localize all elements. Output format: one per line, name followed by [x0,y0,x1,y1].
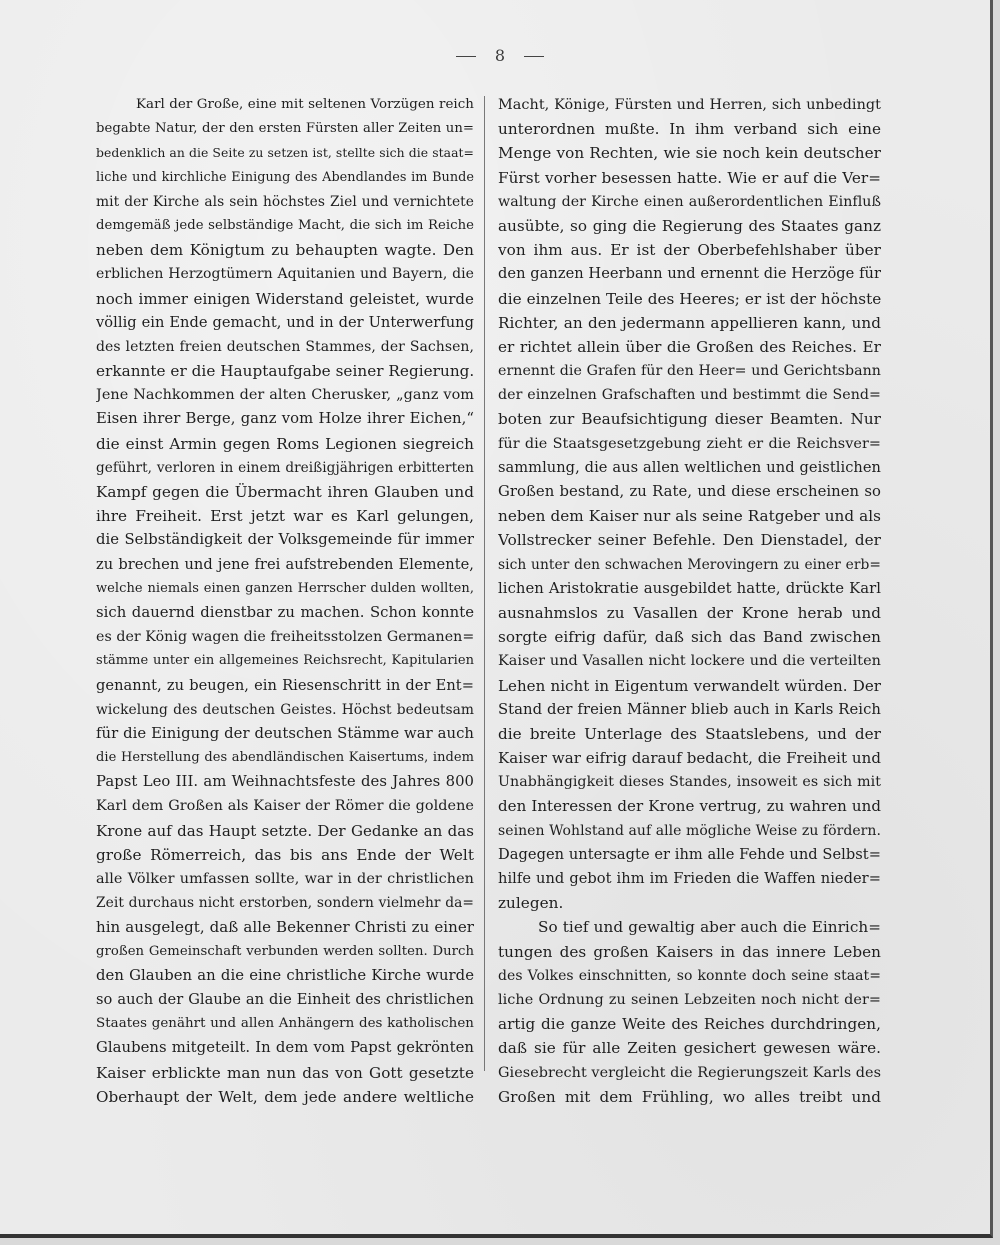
text-line: Kaiser erblickte man nun das von Gott gesetzte [96,1063,474,1082]
text-line: den Glauben an die eine christliche Kirche wurde [96,966,474,984]
text-line: zulegen. [498,894,564,913]
text-line: ausübte, so ging die Regierung des Staates ganz [498,216,881,235]
text-line: ausnahmslos zu Vasallen der Krone herab und [498,603,881,622]
text-line: stämme unter ein allgemeines Reichsrecht, Kapitularien [96,653,474,669]
text-line: für die Staatsgesetzgebung zieht er die Reichsver= [498,435,881,452]
text-line: großen Gemeinschaft verbunden werden sollten. Durch [96,943,474,959]
text-line: boten zur Beaufsichtigung dieser Beamten. Nur [498,410,881,429]
text-line: Karl der Große, eine mit seltenen Vorzügen reich [136,97,474,112]
page-number: 8 [494,46,506,65]
text-line: Großen mit dem Frühling, wo alles treibt und [498,1087,881,1106]
text-line: sammlung, die aus allen weltlichen und geistlichen [498,458,881,476]
text-line: er richtet allein über die Großen des Reiches. Er [498,337,881,356]
text-line: große Römerreich, das bis ans Ende der Welt [96,845,474,864]
text-line: Staates genährt und allen Anhängern des katholischen [96,1016,474,1032]
text-line: Glaubens mitgeteilt. In dem vom Papst gekrönten [96,1039,474,1057]
text-line: sich unter den schwachen Merovingern zu einer erb= [498,556,881,573]
header-dash-right [524,56,544,57]
header-dash-left [456,56,476,57]
text-line: die Herstellung des abendländischen Kaisertums, indem [96,750,474,766]
text-line: Macht, Könige, Fürsten und Herren, sich unbedingt [498,97,881,113]
text-line: neben dem Königtum zu behaupten wagte. Den [96,241,474,260]
text-line: artig die ganze Weite des Reiches durchdringen, [498,1015,881,1034]
text-line: alle Völker umfassen sollte, war in der christlichen [96,871,474,887]
text-line: Menge von Rechten, wie sie noch kein deutscher [498,144,881,163]
text-line: bedenklich an die Seite zu setzen ist, stellte sich die staat= [96,145,474,161]
text-line: Richter, an den jedermann appellieren kann, und [498,313,881,332]
text-line: Lehen nicht in Eigentum verwandelt würden. Der [498,676,881,695]
left-column [96,93,474,1109]
text-line: so auch der Glaube an die Einheit des christlichen [96,990,474,1008]
text-line: liche und kirchliche Einigung des Abendlandes im Bunde [96,169,474,185]
text-line: ernennt die Grafen für den Heer= und Gerichtsbann [498,363,881,380]
text-line: Karl dem Großen als Kaiser der Römer die goldene [96,798,474,815]
text-line: ihre Freiheit. Erst jetzt war es Karl gelungen, [96,507,474,526]
text-line: demgemäß jede selbständige Macht, die sich im Reiche [96,217,474,233]
text-line: Großen bestand, zu Rate, und diese erscheinen so [498,483,881,500]
column-divider [484,96,485,1071]
text-line: Kaiser war eifrig darauf bedacht, die Freiheit und [498,749,881,768]
text-line: Papst Leo III. am Weihnachtsfeste des Jahres 800 [96,773,474,791]
text-line: die breite Unterlage des Staatslebens, und der [498,724,881,743]
text-line: Dagegen untersagte er ihm alle Fehde und Selbst= [498,845,881,863]
text-line: der einzelnen Grafschaften und bestimmt die Send= [498,387,881,404]
text-line: von ihm aus. Er ist der Oberbefehlshaber über [498,241,881,260]
text-line: des letzten freien deutschen Stammes, der Sachsen, [96,338,474,355]
text-line: des Volkes einschnitten, so konnte doch seine staat= [498,967,881,984]
text-line: noch immer einigen Widerstand geleistet, wurde [96,289,474,308]
text-line: So tief und gewaltig aber auch die Einrich= [538,918,881,937]
text-line: Stand der freien Männer blieb auch in Karls Reich [498,700,881,718]
text-line: mit der Kirche als sein höchstes Ziel und vernichtete [96,193,474,210]
page-header [0,46,1000,65]
text-line: die einst Armin gegen Roms Legionen siegreich [96,434,474,453]
text-line: erkannte er die Hauptaufgabe seiner Regierung. [96,362,474,381]
text-line: Oberhaupt der Welt, dem jede andere weltliche [96,1087,474,1106]
text-line: genannt, zu beugen, ein Riesenschritt in der Ent= [96,676,474,694]
text-line: sich dauernd dienstbar zu machen. Schon konnte [96,603,474,621]
text-line: tungen des großen Kaisers in das innere Leben [498,942,881,961]
text-line: waltung der Kirche einen außerordentlichen Einfluß [498,193,881,210]
text-line: begabte Natur, der den ersten Fürsten aller Zeiten un= [96,121,474,137]
text-line: wickelung des deutschen Geistes. Höchst bedeutsam [96,701,474,718]
text-line: völlig ein Ende gemacht, und in der Unterwerfung [96,313,474,331]
text-line: Krone auf das Haupt setzte. Der Gedanke an das [96,821,474,840]
text-line: hin ausgelegt, daß alle Bekenner Christi zu einer [96,918,474,937]
text-line: lichen Aristokratie ausgebildet hatte, drückte Karl [498,579,881,597]
text-line: daß sie für alle Zeiten gesichert gewesen wäre. [498,1039,881,1058]
text-line: geführt, verloren in einem dreißigjährigen erbitterten [96,459,474,476]
text-line: Unabhängigkeit dieses Standes, insoweit es sich mit [498,774,881,791]
text-line: Kaiser und Vasallen nicht lockere und die verteilten [498,653,881,670]
text-line: den Interessen der Krone vertrug, zu wahren und [498,797,881,816]
text-line: Fürst vorher besessen hatte. Wie er auf die Ver= [498,168,881,187]
text-line: Giesebrecht vergleicht die Regierungszeit Karls des [498,1064,881,1081]
text-line: den ganzen Heerbann und ernennt die Herzöge für [498,265,881,283]
text-line: hilfe und gebot ihm im Frieden die Waffen nieder= [498,870,881,887]
text-line: die einzelnen Teile des Heeres; er ist der höchste [498,289,881,308]
text-line: Kampf gegen die Übermacht ihren Glauben und [96,483,474,501]
text-line: Vollstrecker seiner Befehle. Den Dienstadel, der [498,531,881,550]
text-line: welche niemals einen ganzen Herrscher dulden wollten, [96,580,474,596]
text-line: unterordnen mußte. In ihm verband sich eine [498,120,881,139]
text-line: es der König wagen die freiheitsstolzen Germanen= [96,629,474,646]
text-line: erblichen Herzogtümern Aquitanien und Bayern, die [96,266,474,283]
text-line: Eisen ihrer Berge, ganz vom Holze ihrer Eichen,“ [96,410,474,428]
text-line: sorgte eifrig dafür, daß sich das Band zwischen [498,628,881,647]
text-line: Jene Nachkommen der alten Cherusker, „ganz vom [96,387,474,404]
text-line: die Selbständigkeit der Volksgemeinde für immer [96,531,474,549]
right-column [498,93,881,1109]
text-line: neben dem Kaiser nur als seine Ratgeber und als [498,507,881,526]
text-line: Zeit durchaus nicht erstorben, sondern vielmehr da= [96,895,474,912]
text-line: für die Einigung der deutschen Stämme war auch [96,724,474,742]
text-line: seinen Wohlstand auf alle mögliche Weise zu fördern. [498,822,881,839]
text-line: liche Ordnung zu seinen Lebzeiten noch nicht der= [498,991,881,1008]
text-line: zu brechen und jene frei aufstrebenden Elemente, [96,555,474,573]
